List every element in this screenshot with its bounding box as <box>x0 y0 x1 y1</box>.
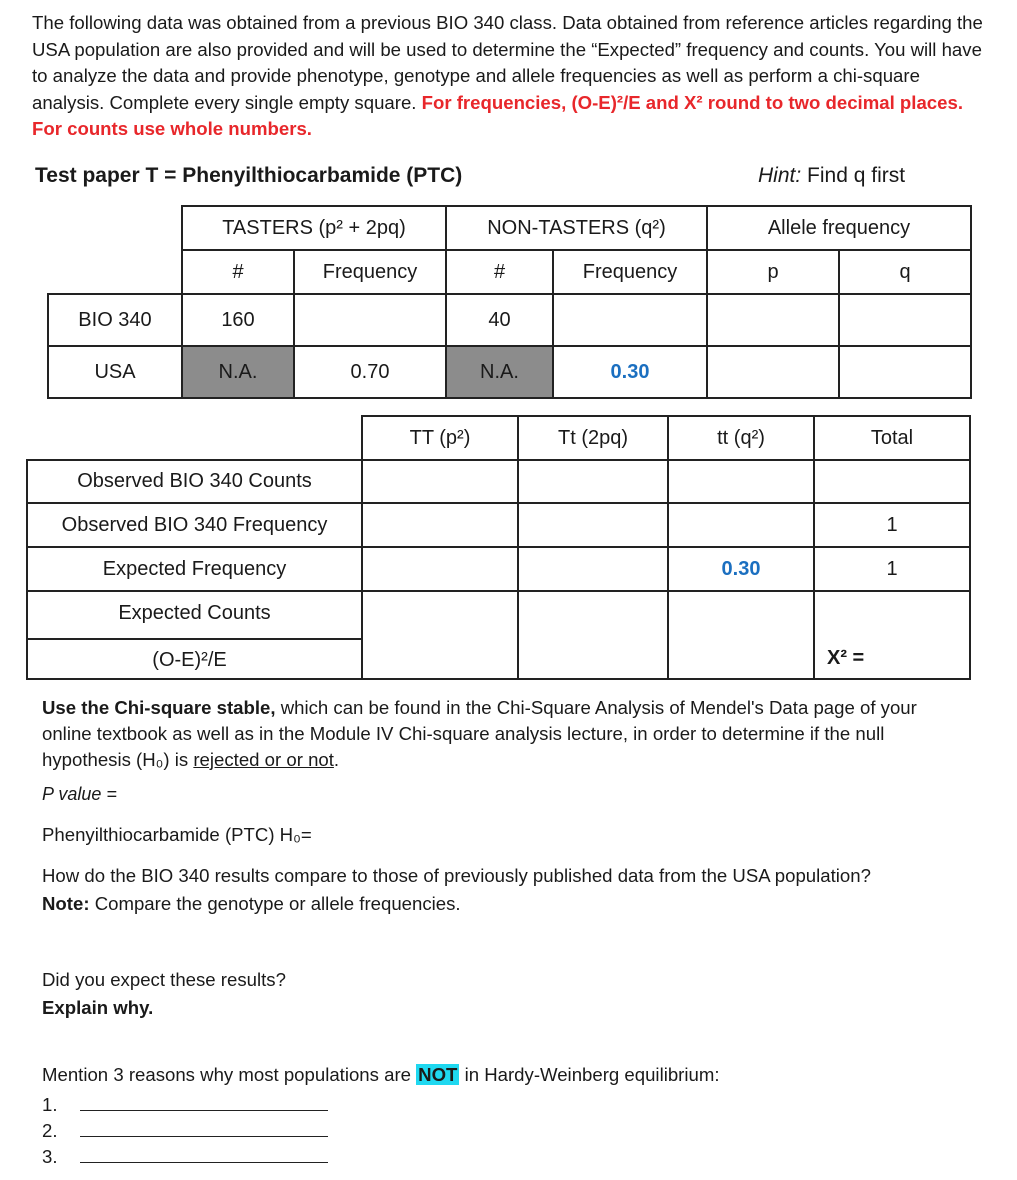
chi-square-label: X² = <box>827 647 865 669</box>
test-paper-label: Test paper T = Phenyilthiocarbamide (PTC) <box>35 164 463 187</box>
non-tasters-header: NON-TASTERS (q²) <box>446 206 707 250</box>
non-tasters-count-cell: 40 <box>446 294 553 346</box>
chi-square-instructions: Use the Chi-square stable, which can be found in the Chi-Square Analysis of Mendel's Data page of your online textbook as well as in the Module IV Chi-square analysis lecture, in order to determine if the null hypothesis (H₀) is rejected or or not. <box>42 697 917 770</box>
reason-item <box>42 1092 328 1118</box>
reason-number: 1. <box>42 1094 58 1115</box>
row-label: Expected Frequency <box>27 547 362 591</box>
expected-counts-chi-row <box>27 591 970 679</box>
rounding-instructions: For frequencies, (O-E)²/E and X² round to two decimal places. For counts use whole numbers. <box>32 91 963 139</box>
usa-row <box>48 346 971 398</box>
reason-number: 3. <box>42 1146 58 1167</box>
reason-item <box>42 1144 328 1170</box>
reason-item <box>42 1118 328 1144</box>
empty-corner-2 <box>48 250 182 294</box>
genotype-table <box>26 415 971 680</box>
allele-frequency-header: Allele frequency <box>707 206 971 250</box>
tasters-count-header: # <box>182 250 294 294</box>
hint <box>758 164 905 188</box>
total-cell: 1 <box>814 547 970 591</box>
chi-square-text: which can be found in the Chi-Square Analysis of Mendel's Data page of your online textbook as well as in the Module IV Chi-square analysis lecture, in order to determine if the null hypothesis (H₀) is <box>42 697 917 770</box>
phenotype-table <box>47 205 972 399</box>
tasters-frequency-cell: 0.70 <box>294 346 446 398</box>
tasters-count-cell: 160 <box>182 294 294 346</box>
chi-square-total-cell[interactable] <box>814 591 970 679</box>
TT-cell[interactable] <box>362 547 518 591</box>
answer-line[interactable] <box>80 1162 328 1163</box>
tt-cell: 0.30 <box>668 547 814 591</box>
non-tasters-count-cell: N.A. <box>446 346 553 398</box>
note <box>42 890 1002 918</box>
non-tasters-frequency-header: Frequency <box>553 250 707 294</box>
tt-header: tt (q²) <box>668 416 814 460</box>
observed-frequency-row <box>27 503 970 547</box>
q-cell[interactable] <box>839 294 971 346</box>
oe-label: (O-E)²/E <box>152 649 227 671</box>
tt-cell[interactable] <box>668 460 814 503</box>
reasons-list <box>42 1092 328 1170</box>
tasters-count-cell: N.A. <box>182 346 294 398</box>
row-label: Observed BIO 340 Frequency <box>27 503 362 547</box>
row-label: Observed BIO 340 Counts <box>27 460 362 503</box>
compare-question-block <box>42 862 1002 918</box>
hint-label: Hint: <box>758 164 802 187</box>
total-cell: 1 <box>814 503 970 547</box>
hint-text: Find q first <box>807 164 906 187</box>
non-tasters-frequency-cell[interactable] <box>553 294 707 346</box>
hw-question <box>42 1064 720 1086</box>
TT-cell[interactable] <box>362 503 518 547</box>
Tt-cell[interactable] <box>518 503 668 547</box>
tt-cell[interactable] <box>668 503 814 547</box>
non-tasters-count-header: # <box>446 250 553 294</box>
hw-question-pre: Mention 3 reasons why most populations are <box>42 1064 411 1085</box>
TT-cell[interactable] <box>362 460 518 503</box>
Tt-cell[interactable] <box>518 591 668 679</box>
total-cell[interactable] <box>814 460 970 503</box>
TT-header: TT (p²) <box>362 416 518 460</box>
expect-question-block <box>42 966 286 1022</box>
row-label-pair <box>27 591 362 679</box>
instructions-paragraph <box>32 10 992 143</box>
Tt-cell[interactable] <box>518 460 668 503</box>
tasters-header: TASTERS (p² + 2pq) <box>182 206 446 250</box>
h0-label: Phenyilthiocarbamide (PTC) H₀= <box>42 824 312 845</box>
note-label: Note: <box>42 893 90 914</box>
non-tasters-frequency-cell: 0.30 <box>553 346 707 398</box>
compare-question: How do the BIO 340 results compare to those of previously published data from the USA population? <box>42 865 871 886</box>
bio340-row <box>48 294 971 346</box>
expected-frequency-row <box>27 547 970 591</box>
p-header: p <box>707 250 839 294</box>
tt-cell[interactable] <box>668 591 814 679</box>
Tt-header: Tt (2pq) <box>518 416 668 460</box>
explain-label: Explain why. <box>42 997 154 1018</box>
tasters-frequency-cell[interactable] <box>294 294 446 346</box>
expected-counts-label: Expected Counts <box>118 602 271 624</box>
row-label: USA <box>48 346 182 398</box>
q-cell[interactable] <box>839 346 971 398</box>
p-value-label: P value = <box>42 784 117 804</box>
TT-cell[interactable] <box>362 591 518 679</box>
note-text: Compare the genotype or allele frequencies. <box>94 893 461 914</box>
p-cell[interactable] <box>707 346 839 398</box>
empty-corner <box>48 206 182 250</box>
hw-question-post: in Hardy-Weinberg equilibrium: <box>464 1064 720 1085</box>
q-header: q <box>839 250 971 294</box>
row-label: BIO 340 <box>48 294 182 346</box>
chi-square-bold: Use the Chi-square stable, <box>42 697 276 718</box>
observed-counts-row <box>27 460 970 503</box>
answer-line[interactable] <box>80 1136 328 1137</box>
not-highlight: NOT <box>418 1064 458 1085</box>
instructions-text: The following data was obtained from a previous BIO 340 class. Data obtained from reference articles regarding the USA population are also provided and will be used to determine the “Expected” frequency and counts. You will have to analyze the data and provide phenotype, genotype and allele frequencies as well as perform a chi-square analysis. Complete every single empty square. <box>32 12 983 113</box>
tasters-frequency-header: Frequency <box>294 250 446 294</box>
rejected-underline: rejected or or not <box>193 749 334 770</box>
reason-number: 2. <box>42 1120 58 1141</box>
empty-corner <box>27 416 362 460</box>
answer-line[interactable] <box>80 1110 328 1111</box>
row-divider <box>28 638 361 640</box>
Tt-cell[interactable] <box>518 547 668 591</box>
total-header: Total <box>814 416 970 460</box>
p-cell[interactable] <box>707 294 839 346</box>
expect-question: Did you expect these results? <box>42 969 286 990</box>
